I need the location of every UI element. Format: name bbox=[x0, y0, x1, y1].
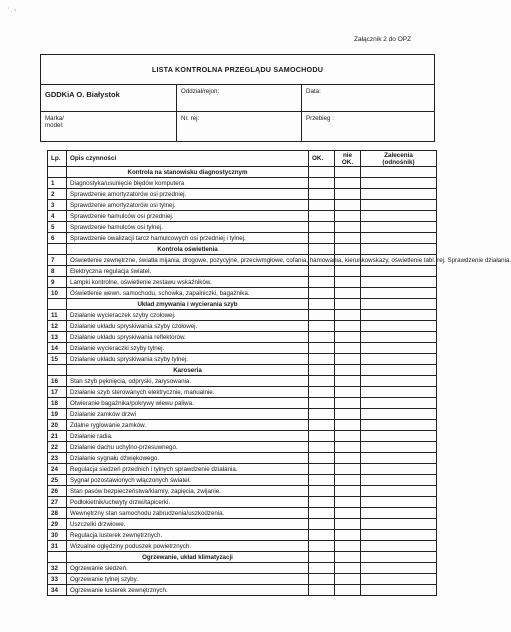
item-description: Sprawdzenie amortyzatorów osi tylnej. bbox=[67, 200, 309, 211]
item-description: Stan pasów bezpieczeństwa/klamry, zapięcia, zwijanie. bbox=[67, 486, 309, 497]
table-row bbox=[48, 332, 437, 343]
table-row bbox=[48, 486, 437, 497]
ok-cell[interactable] bbox=[309, 420, 335, 431]
make-model-field[interactable] bbox=[41, 111, 177, 141]
date-field[interactable] bbox=[302, 84, 434, 111]
make-model-label: Marka/ model: bbox=[45, 115, 64, 129]
not-ok-cell[interactable] bbox=[335, 354, 361, 365]
section-not-ok-cell bbox=[335, 365, 361, 376]
item-number: 31 bbox=[48, 541, 67, 552]
item-number: 24 bbox=[48, 464, 67, 475]
recommendation-cell[interactable] bbox=[361, 332, 437, 343]
recommendation-cell[interactable] bbox=[361, 387, 437, 398]
section-ok-cell bbox=[309, 299, 335, 310]
item-description: Działanie szyb sterowanych elektrycznie, manualnie. bbox=[67, 387, 309, 398]
scan-marks: ' , ‹ bbox=[8, 8, 17, 14]
not-ok-cell[interactable] bbox=[335, 200, 361, 211]
recommendation-cell[interactable] bbox=[361, 508, 437, 519]
attachment-note: Załącznik 2 do OPZ bbox=[354, 36, 412, 43]
not-ok-cell[interactable] bbox=[335, 442, 361, 453]
item-number: 3 bbox=[48, 200, 67, 211]
table-row bbox=[48, 189, 437, 200]
section-row bbox=[48, 365, 437, 376]
recommendation-cell[interactable] bbox=[361, 288, 437, 299]
item-description: Działanie układu spryskiwania szyby czołowej. bbox=[67, 321, 309, 332]
table-row bbox=[48, 508, 437, 519]
table-row bbox=[48, 178, 437, 189]
not-ok-cell[interactable] bbox=[335, 519, 361, 530]
date-label: Data: bbox=[306, 88, 321, 95]
recommendation-cell[interactable] bbox=[361, 233, 437, 244]
section-blank bbox=[48, 552, 67, 563]
ok-cell[interactable] bbox=[309, 277, 335, 288]
section-not-ok-cell bbox=[335, 552, 361, 563]
ok-cell[interactable] bbox=[309, 442, 335, 453]
item-number: 19 bbox=[48, 409, 67, 420]
table-row bbox=[48, 343, 437, 354]
section-ok-cell bbox=[309, 244, 335, 255]
recommendation-cell[interactable] bbox=[361, 211, 437, 222]
recommendation-cell[interactable] bbox=[361, 277, 437, 288]
not-ok-cell[interactable] bbox=[335, 332, 361, 343]
not-ok-cell[interactable] bbox=[335, 585, 361, 596]
recommendation-cell[interactable] bbox=[361, 200, 437, 211]
mileage-label: Przebieg : bbox=[306, 115, 334, 122]
ok-cell[interactable] bbox=[309, 211, 335, 222]
section-title: Karoseria bbox=[67, 365, 309, 376]
not-ok-cell[interactable] bbox=[335, 486, 361, 497]
item-number: 5 bbox=[48, 222, 67, 233]
ok-cell[interactable] bbox=[309, 310, 335, 321]
col-recommendations-sub: (odnośnik) bbox=[382, 158, 415, 166]
item-number: 28 bbox=[48, 508, 67, 519]
recommendation-cell[interactable] bbox=[361, 343, 437, 354]
ok-cell[interactable] bbox=[309, 387, 335, 398]
recommendation-cell[interactable] bbox=[361, 189, 437, 200]
recommendation-cell[interactable] bbox=[361, 563, 437, 574]
item-number: 4 bbox=[48, 211, 67, 222]
item-number: 9 bbox=[48, 277, 67, 288]
not-ok-cell[interactable] bbox=[335, 343, 361, 354]
item-description: Działanie układu spryskiwania reflektorów. bbox=[67, 332, 309, 343]
table-header-row bbox=[48, 151, 437, 167]
item-description: Ogrzewanie tylnej szyby. bbox=[67, 574, 309, 585]
item-description: Wizualne oględziny poduszek powietrznych. bbox=[67, 541, 309, 552]
not-ok-cell[interactable] bbox=[335, 420, 361, 431]
recommendation-cell[interactable] bbox=[361, 431, 437, 442]
recommendation-cell[interactable] bbox=[361, 464, 437, 475]
ok-cell[interactable] bbox=[309, 585, 335, 596]
item-number: 33 bbox=[48, 574, 67, 585]
item-number: 14 bbox=[48, 343, 67, 354]
table-row bbox=[48, 409, 437, 420]
not-ok-cell[interactable] bbox=[335, 497, 361, 508]
table-row bbox=[48, 431, 437, 442]
not-ok-cell[interactable] bbox=[335, 475, 361, 486]
section-blank bbox=[48, 244, 67, 255]
item-description: Oświetlenie wewn. samochodu, schowka, zapalniczki, bagażnika. bbox=[67, 288, 309, 299]
item-description: Regulacja siedzeń przednich i tylnych sprawdzenie działania. bbox=[67, 464, 309, 475]
ok-cell[interactable] bbox=[309, 519, 335, 530]
item-number: 25 bbox=[48, 475, 67, 486]
not-ok-cell[interactable] bbox=[335, 431, 361, 442]
item-description: Sprawdzenie amortyzatorów osi przedniej. bbox=[67, 189, 309, 200]
not-ok-cell[interactable] bbox=[335, 277, 361, 288]
recommendation-cell[interactable] bbox=[361, 409, 437, 420]
not-ok-cell[interactable] bbox=[335, 189, 361, 200]
table-row bbox=[48, 475, 437, 486]
section-recommendation-cell bbox=[361, 299, 437, 310]
item-number: 1 bbox=[48, 178, 67, 189]
not-ok-cell[interactable] bbox=[335, 464, 361, 475]
ok-cell[interactable] bbox=[309, 453, 335, 464]
ok-cell[interactable] bbox=[309, 266, 335, 277]
item-description: Lampki kontrolne, oświetlenie zestawu wskaźników. bbox=[67, 277, 309, 288]
recommendation-cell[interactable] bbox=[361, 574, 437, 585]
section-ok-cell bbox=[309, 167, 335, 178]
ok-cell[interactable] bbox=[309, 563, 335, 574]
item-number: 26 bbox=[48, 486, 67, 497]
not-ok-cell[interactable] bbox=[335, 222, 361, 233]
recommendation-cell[interactable] bbox=[361, 178, 437, 189]
item-number: 6 bbox=[48, 233, 67, 244]
recommendation-cell[interactable] bbox=[361, 266, 437, 277]
item-description: Zdalne ryglowanie zamków. bbox=[67, 420, 309, 431]
table-row bbox=[48, 376, 437, 387]
section-not-ok-cell bbox=[335, 244, 361, 255]
not-ok-cell[interactable] bbox=[335, 409, 361, 420]
recommendation-cell[interactable] bbox=[361, 398, 437, 409]
item-description: Działanie sygnału dźwiękowego. bbox=[67, 453, 309, 464]
branch-field[interactable] bbox=[177, 84, 302, 111]
recommendation-cell[interactable] bbox=[361, 321, 437, 332]
table-row bbox=[48, 387, 437, 398]
table-row bbox=[48, 398, 437, 409]
col-ok: OK. bbox=[309, 151, 335, 167]
ok-cell[interactable] bbox=[309, 508, 335, 519]
ok-cell[interactable] bbox=[309, 409, 335, 420]
item-description: Działanie zamków drzwi bbox=[67, 409, 309, 420]
item-description: Sprawdzenie hamulców osi tylnej. bbox=[67, 222, 309, 233]
col-lp: Lp. bbox=[48, 151, 67, 167]
registration-label: Nr. rej: bbox=[181, 115, 200, 122]
item-number: 34 bbox=[48, 585, 67, 596]
table-row bbox=[48, 563, 437, 574]
section-recommendation-cell bbox=[361, 365, 437, 376]
header-box bbox=[40, 54, 435, 142]
section-ok-cell bbox=[309, 552, 335, 563]
recommendation-cell[interactable] bbox=[361, 442, 437, 453]
item-number: 12 bbox=[48, 321, 67, 332]
not-ok-cell[interactable] bbox=[335, 288, 361, 299]
ok-cell[interactable] bbox=[309, 200, 335, 211]
table-row bbox=[48, 211, 437, 222]
ok-cell[interactable] bbox=[309, 464, 335, 475]
item-number: 16 bbox=[48, 376, 67, 387]
section-row bbox=[48, 167, 437, 178]
ok-cell[interactable] bbox=[309, 431, 335, 442]
section-row bbox=[48, 552, 437, 563]
ok-cell[interactable] bbox=[309, 376, 335, 387]
item-number: 21 bbox=[48, 431, 67, 442]
ok-cell[interactable] bbox=[309, 178, 335, 189]
col-recommendations-title: Zalecenia bbox=[384, 151, 413, 159]
item-number: 23 bbox=[48, 453, 67, 464]
table-row bbox=[48, 233, 437, 244]
item-description: Elektryczna regulacja świateł. bbox=[67, 266, 309, 277]
item-description: Wewnętrzny stan samochodu zabrudzenia/uszkodzenia. bbox=[67, 508, 309, 519]
table-row bbox=[48, 266, 437, 277]
not-ok-cell[interactable] bbox=[335, 233, 361, 244]
ok-cell[interactable] bbox=[309, 530, 335, 541]
item-number: 22 bbox=[48, 442, 67, 453]
table-row bbox=[48, 255, 437, 266]
item-number: 30 bbox=[48, 530, 67, 541]
item-description: Sprawdzenie hamulców osi przedniej. bbox=[67, 211, 309, 222]
organization-name: GDDKiA O. Białystok bbox=[41, 84, 177, 111]
not-ok-cell[interactable] bbox=[335, 211, 361, 222]
table-row bbox=[48, 541, 437, 552]
recommendation-cell[interactable] bbox=[361, 310, 437, 321]
section-ok-cell bbox=[309, 365, 335, 376]
recommendation-cell[interactable] bbox=[361, 475, 437, 486]
section-recommendation-cell bbox=[361, 244, 437, 255]
checklist-body bbox=[48, 167, 511, 596]
table-row bbox=[48, 310, 437, 321]
item-description: Oświetlenie zewnętrzne, światła mijania, drogowe, pozycyjne, przeciwmgłowe, cofania, hamowania, kierunkowskazy, oświetlenie tabl. rej. Sprawdzenie działania. bbox=[67, 255, 309, 266]
item-description: Sprawdzenie owalizacji tarcz hamulcowych osi przedniej i tylnej. bbox=[67, 233, 309, 244]
ok-cell[interactable] bbox=[309, 486, 335, 497]
item-number: 17 bbox=[48, 387, 67, 398]
item-description: Ogrzewanie lusterek zewnętrznych. bbox=[67, 585, 309, 596]
recommendation-cell[interactable] bbox=[361, 222, 437, 233]
item-number: 7 bbox=[48, 255, 67, 266]
table-row bbox=[48, 464, 437, 475]
not-ok-cell[interactable] bbox=[335, 310, 361, 321]
item-number: 32 bbox=[48, 563, 67, 574]
item-number: 29 bbox=[48, 519, 67, 530]
table-row bbox=[48, 574, 437, 585]
checklist-table bbox=[47, 150, 511, 596]
section-blank bbox=[48, 167, 67, 178]
col-not-ok: nie OK. bbox=[335, 151, 361, 167]
section-title: Kontrola oświetlenia bbox=[67, 244, 309, 255]
section-recommendation-cell bbox=[361, 167, 437, 178]
section-not-ok-cell bbox=[335, 299, 361, 310]
section-not-ok-cell bbox=[335, 167, 361, 178]
branch-label: Oddział/rejon: bbox=[181, 88, 220, 95]
ok-cell[interactable] bbox=[309, 398, 335, 409]
col-activity: Opis czynności bbox=[67, 151, 309, 167]
not-ok-cell[interactable] bbox=[335, 508, 361, 519]
item-description: Działanie dachu uchylno-przesuwnego. bbox=[67, 442, 309, 453]
table-row bbox=[48, 530, 437, 541]
col-recommendations bbox=[361, 151, 437, 167]
recommendation-cell[interactable] bbox=[361, 376, 437, 387]
item-number: 2 bbox=[48, 189, 67, 200]
not-ok-cell[interactable] bbox=[335, 398, 361, 409]
item-description: Regulacja lusterek zewnętrznych. bbox=[67, 530, 309, 541]
table-row bbox=[48, 453, 437, 464]
ok-cell[interactable] bbox=[309, 343, 335, 354]
table-row bbox=[48, 442, 437, 453]
recommendation-cell[interactable] bbox=[361, 585, 437, 596]
not-ok-cell[interactable] bbox=[335, 376, 361, 387]
section-title: Ogrzewanie, układ klimatyzacji bbox=[67, 552, 309, 563]
table-row bbox=[48, 200, 437, 211]
table-row bbox=[48, 420, 437, 431]
table-row bbox=[48, 222, 437, 233]
item-description: Podłokietnik/uchwyty drzwi/tapicerki. bbox=[67, 497, 309, 508]
section-row bbox=[48, 299, 437, 310]
ok-cell[interactable] bbox=[309, 288, 335, 299]
recommendation-cell[interactable] bbox=[361, 354, 437, 365]
item-number: 15 bbox=[48, 354, 67, 365]
form-title: LISTA KONTROLNA PRZEGLĄDU SAMOCHODU bbox=[41, 55, 434, 85]
ok-cell[interactable] bbox=[309, 233, 335, 244]
section-recommendation-cell bbox=[361, 552, 437, 563]
not-ok-cell[interactable] bbox=[335, 387, 361, 398]
section-row bbox=[48, 244, 437, 255]
not-ok-cell[interactable] bbox=[335, 321, 361, 332]
ok-cell[interactable] bbox=[309, 574, 335, 585]
recommendation-cell[interactable] bbox=[361, 453, 437, 464]
ok-cell[interactable] bbox=[309, 497, 335, 508]
not-ok-cell[interactable] bbox=[335, 453, 361, 464]
recommendation-cell[interactable] bbox=[361, 497, 437, 508]
item-description: Działanie wycieraczek szyby czołowej. bbox=[67, 310, 309, 321]
mileage-field[interactable] bbox=[302, 111, 434, 141]
not-ok-cell[interactable] bbox=[335, 574, 361, 585]
section-title: Układ zmywania i wycierania szyb bbox=[67, 299, 309, 310]
item-number: 13 bbox=[48, 332, 67, 343]
not-ok-cell[interactable] bbox=[335, 563, 361, 574]
ok-cell[interactable] bbox=[309, 321, 335, 332]
recommendation-cell[interactable] bbox=[361, 519, 437, 530]
item-number: 11 bbox=[48, 310, 67, 321]
table-row bbox=[48, 585, 437, 596]
table-row bbox=[48, 277, 437, 288]
header-row-2 bbox=[41, 111, 434, 141]
recommendation-cell[interactable] bbox=[361, 530, 437, 541]
item-description: Stan szyb pęknięcia, odpryski, zarysowania. bbox=[67, 376, 309, 387]
section-blank bbox=[48, 299, 67, 310]
item-description: Diagnostyka/usunięcie błędów komputera bbox=[67, 178, 309, 189]
item-number: 20 bbox=[48, 420, 67, 431]
item-description: Działanie radia. bbox=[67, 431, 309, 442]
not-ok-cell[interactable] bbox=[335, 178, 361, 189]
ok-cell[interactable] bbox=[309, 332, 335, 343]
registration-field[interactable] bbox=[177, 111, 302, 141]
not-ok-cell[interactable] bbox=[335, 530, 361, 541]
ok-cell[interactable] bbox=[309, 222, 335, 233]
table-row bbox=[48, 519, 437, 530]
item-number: 18 bbox=[48, 398, 67, 409]
item-description: Otwieranie bagażnika/pokrywy wlewu paliwa. bbox=[67, 398, 309, 409]
not-ok-cell[interactable] bbox=[335, 266, 361, 277]
item-description: Sygnał pozostawionych włączonych świateł. bbox=[67, 475, 309, 486]
section-title: Kontrola na stanowisku diagnostycznym bbox=[67, 167, 309, 178]
recommendation-cell[interactable] bbox=[361, 486, 437, 497]
ok-cell[interactable] bbox=[309, 475, 335, 486]
ok-cell[interactable] bbox=[309, 189, 335, 200]
item-description: Działanie wycieraczki szyby tylnej. bbox=[67, 343, 309, 354]
table-row bbox=[48, 497, 437, 508]
not-ok-cell[interactable] bbox=[335, 541, 361, 552]
item-description: Uszczelki drzwiowe. bbox=[67, 519, 309, 530]
recommendation-cell[interactable] bbox=[361, 420, 437, 431]
item-number: 8 bbox=[48, 266, 67, 277]
item-number: 10 bbox=[48, 288, 67, 299]
recommendation-cell[interactable] bbox=[361, 541, 437, 552]
table-row bbox=[48, 354, 437, 365]
item-description: Ogrzewanie siedzeń. bbox=[67, 563, 309, 574]
ok-cell[interactable] bbox=[309, 541, 335, 552]
item-number: 27 bbox=[48, 497, 67, 508]
item-description: Działanie układu spryskiwania szyby tylnej. bbox=[67, 354, 309, 365]
table-row bbox=[48, 288, 437, 299]
table-row bbox=[48, 321, 437, 332]
header-row-1 bbox=[41, 84, 434, 112]
ok-cell[interactable] bbox=[309, 354, 335, 365]
section-blank bbox=[48, 365, 67, 376]
